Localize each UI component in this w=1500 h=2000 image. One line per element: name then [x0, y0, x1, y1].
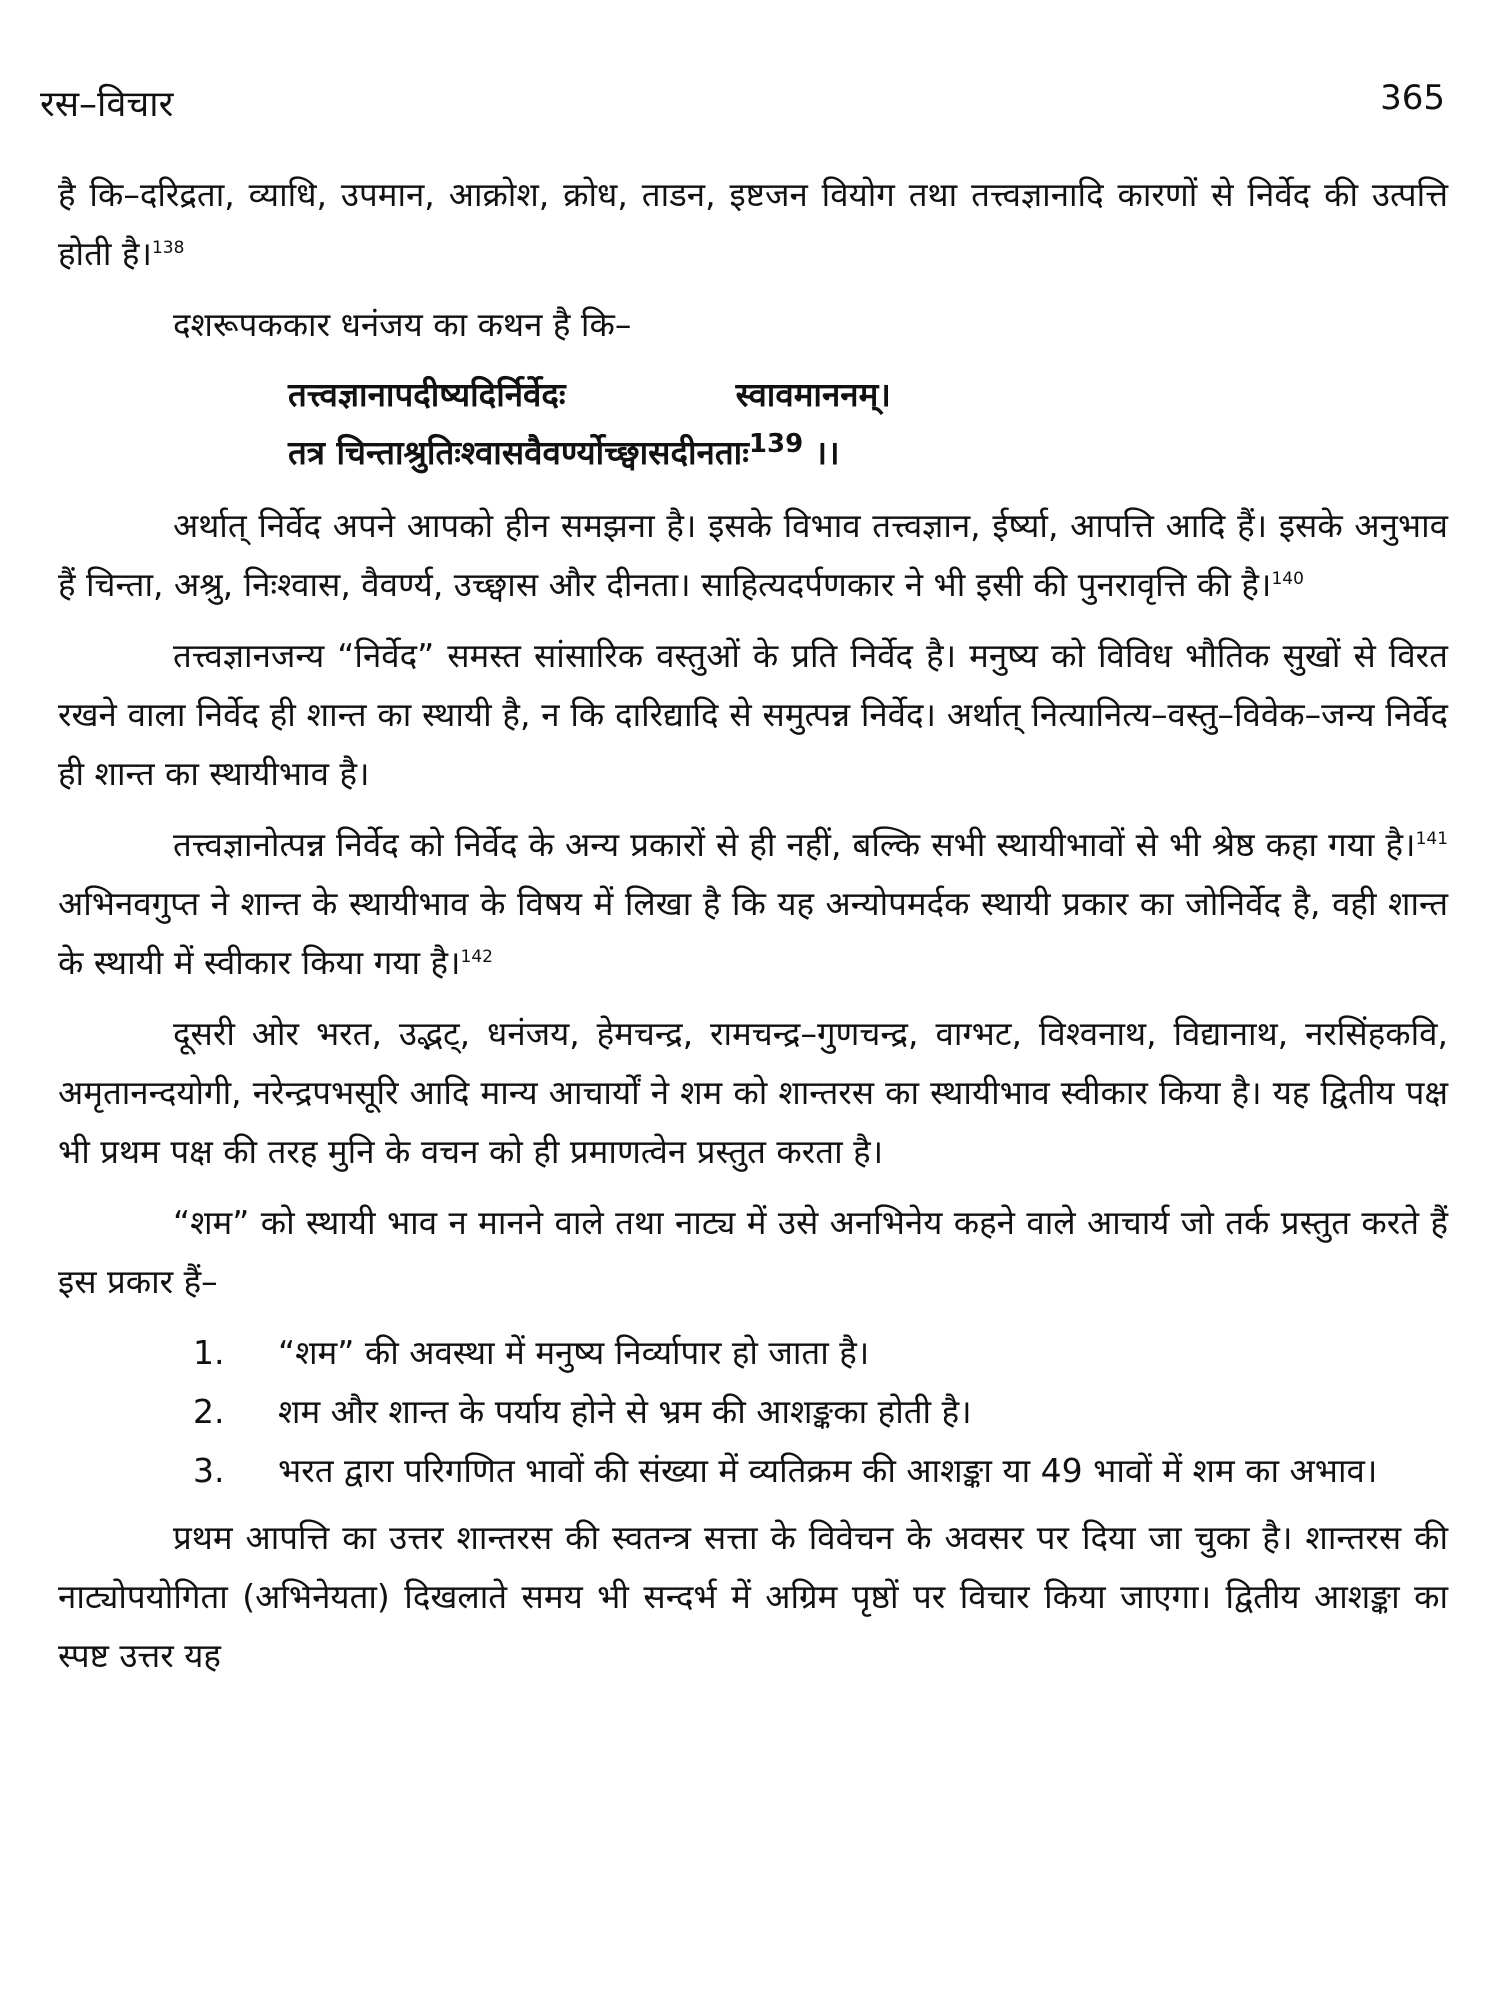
- list-item: [58, 1382, 1448, 1441]
- page-number: 365: [1380, 78, 1445, 118]
- list-item-text: भरत द्वारा परिगणित भावों की संख्या में व्यतिक्रम की आशङ्का या 49 भावों में शम का अभाव।: [278, 1451, 1378, 1490]
- verse-end: ।।: [803, 433, 840, 472]
- verse-line-2: [288, 424, 1448, 482]
- paragraph-text: अभिनवगुप्त ने शान्त के स्थायीभाव के विषय में लिखा है कि यह अन्योपमर्दक स्थायी प्रकार का जोनिर्वेद है, वही शान्त के स्थायी में स्वीकार किया गया है।: [58, 884, 1448, 982]
- page-header: [40, 78, 1445, 138]
- paragraph-text: दूसरी ओर भरत, उद्भट्, धनंजय, हेमचन्द्र, रामचन्द्र–गुणचन्द्र, वाग्भट, विश्वनाथ, विद्यानाथ, नरसिंहकवि, अमृतानन्दयोगी, नरेन्द्रपभसूरि आदि मान्य आचार्यों ने शम को शान्तरस का स्थायीभाव स्वीकार किया है। यह द्वितीय पक्ष भी प्रथम पक्ष की तरह मुनि के वचन को ही प्रमाणत्वेन प्रस्तुत करता है।: [58, 1014, 1448, 1171]
- paragraph-text: अर्थात् निर्वेद अपने आपको हीन समझना है। इसके विभाव तत्त्वज्ञान, ईर्ष्या, आपत्ति आदि हैं। इसके अनुभाव हैं चिन्ता, अश्रु, निःश्वास, वैवर्ण्य, उच्छ्वास और दीनता। साहित्यदर्पणकार ने भी इसी की पुनरावृत्ति की है।: [58, 506, 1448, 604]
- verse-text: स्वावमाननम्।: [735, 375, 891, 414]
- paragraph-4: [58, 626, 1448, 803]
- paragraph-6: [58, 1004, 1448, 1181]
- paragraph-7: [58, 1193, 1448, 1311]
- paragraph-5: [58, 815, 1448, 992]
- verse-text: तत्त्वज्ञानापदीष्यदिर्निर्वेदः: [288, 375, 566, 414]
- list-item: [58, 1441, 1448, 1500]
- list-number: 1.: [193, 1333, 225, 1372]
- list-number: 2.: [193, 1392, 225, 1431]
- paragraph-text: तत्त्वज्ञानजन्य “निर्वेद” समस्त सांसारिक वस्तुओं के प्रति निर्वेद है। मनुष्य को विविध भौतिक सुखों से विरत रखने वाला निर्वेद ही शान्त का स्थायी है, न कि दारिद्यादि से समुत्पन्न निर्वेद। अर्थात् नित्यानित्य–वस्तु–विवेक–जन्य निर्वेद ही शान्त का स्थायीभाव है।: [58, 636, 1448, 793]
- paragraph-text: दशरूपककार धनंजय का कथन है कि–: [173, 305, 632, 344]
- list-item-text: शम और शान्त के पर्याय होने से भ्रम की आशङ्कका होती है।: [278, 1392, 972, 1431]
- paragraph-1: [58, 165, 1448, 283]
- footnote-ref: 139: [748, 429, 804, 459]
- footnote-ref: 140: [1271, 569, 1304, 589]
- paragraph-3: [58, 496, 1448, 614]
- sanskrit-verse: [58, 366, 1448, 482]
- paragraph-8: [58, 1508, 1448, 1685]
- footnote-ref: 138: [151, 238, 185, 258]
- list-item-text: “शम” की अवस्था में मनुष्य निर्व्यापार हो जाता है।: [278, 1333, 870, 1372]
- paragraph-text: तत्त्वज्ञानोत्पन्न निर्वेद को निर्वेद के अन्य प्रकारों से ही नहीं, बल्कि सभी स्थायीभावों से भी श्रेष्ठ कहा गया है।: [173, 825, 1416, 864]
- list-item: [58, 1323, 1448, 1382]
- footnote-ref: 142: [460, 947, 493, 967]
- paragraph-2: [58, 295, 1448, 354]
- objection-list: [58, 1323, 1448, 1500]
- footnote-ref: 141: [1415, 829, 1449, 849]
- list-number: 3.: [193, 1451, 225, 1490]
- page-body: [58, 165, 1448, 1697]
- verse-line-1: [288, 366, 1448, 424]
- verse-text: तत्र चिन्ताश्रुतिःश्वासवैवर्ण्योच्छ्वासदीनताः: [288, 433, 749, 472]
- paragraph-text: “शम” को स्थायी भाव न मानने वाले तथा नाट्य में उसे अनभिनेय कहने वाले आचार्य जो तर्क प्रस्तुत करते हैं इस प्रकार हैं–: [58, 1203, 1448, 1301]
- paragraph-text: प्रथम आपत्ति का उत्तर शान्तरस की स्वतन्त्र सत्ता के विवेचन के अवसर पर दिया जा चुका है। शान्तरस की नाट्योपयोगिता (अभिनेयता) दिखलाते समय भी सन्दर्भ में अग्रिम पृष्ठों पर विचार किया जाएगा। द्वितीय आशङ्का का स्पष्ट उत्तर यह: [58, 1518, 1448, 1675]
- running-head: रस–विचार: [40, 84, 174, 125]
- paragraph-text: है कि–दरिद्रता, व्याधि, उपमान, आक्रोश, क्रोध, ताडन, इष्टजन वियोग तथा तत्त्वज्ञानादि कारणों से निर्वेद की उत्पत्ति होती है।: [58, 175, 1448, 273]
